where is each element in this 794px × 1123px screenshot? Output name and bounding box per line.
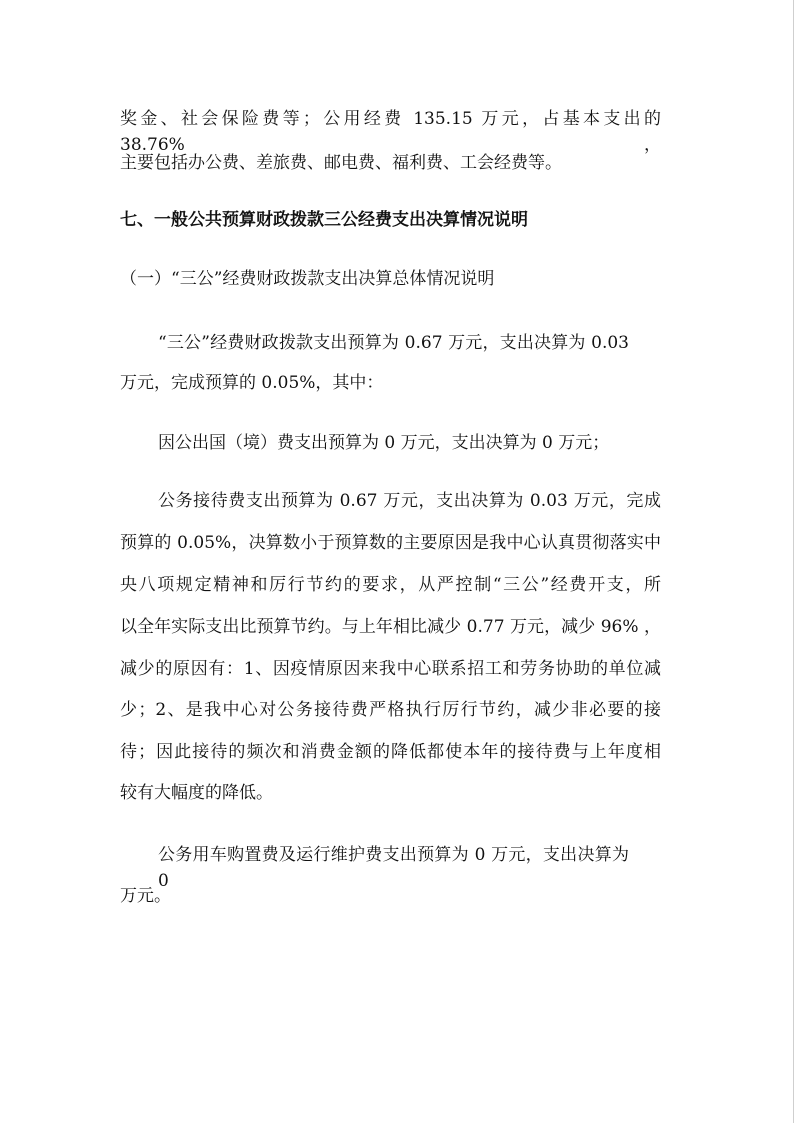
text-line: 减少的原因有：1、因疫情原因来我中心联系招工和劳务协助的单位减	[120, 659, 661, 679]
text-line: 待；因此接待的频次和消费金额的降低都使本年的接待费与上年度相	[120, 742, 661, 762]
text-line: 万元。	[120, 886, 171, 906]
section-heading-seven: 七、一般公共预算财政拨款三公经费支出决算情况说明	[120, 210, 528, 230]
text-line: 公务接待费支出预算为 0.67 万元，支出决算为 0.03 万元，完成	[158, 491, 661, 511]
text-line: 万元，完成预算的 0.05%，其中：	[120, 373, 384, 393]
text-line: 央八项规定精神和厉行节约的要求，从严控制“三公”经费开支，所	[120, 575, 661, 595]
text-line: 预算的 0.05%，决算数小于预算数的主要原因是我中心认真贯彻落实中	[120, 533, 661, 553]
text-line: 公务用车购置费及运行维护费支出预算为 0 万元，支出决算为 0	[158, 845, 629, 891]
text-line: 少；2、是我中心对公务接待费严格执行厉行节约，减少非必要的接	[120, 700, 661, 720]
text-line: “三公”经费财政拨款支出预算为 0.67 万元，支出决算为 0.03	[158, 333, 629, 353]
subheading-overall: （一）“三公”经费财政拨款支出决算总体情况说明	[120, 269, 495, 289]
text-line: 较有大幅度的降低。	[120, 783, 273, 803]
paragraph-overseas-travel: 因公出国（境）费支出预算为 0 万元，支出决算为 0 万元；	[158, 433, 610, 453]
text-line: 奖金、社会保险费等；公用经费 135.15 万元，占基本支出的 38.76%，	[120, 109, 661, 155]
text-line: 主要包括办公费、差旅费、邮电费、福利费、工会经费等。	[120, 153, 562, 173]
text-line: 以全年实际支出比预算节约。与上年相比减少 0.77 万元，减少 96% ，	[120, 617, 661, 637]
